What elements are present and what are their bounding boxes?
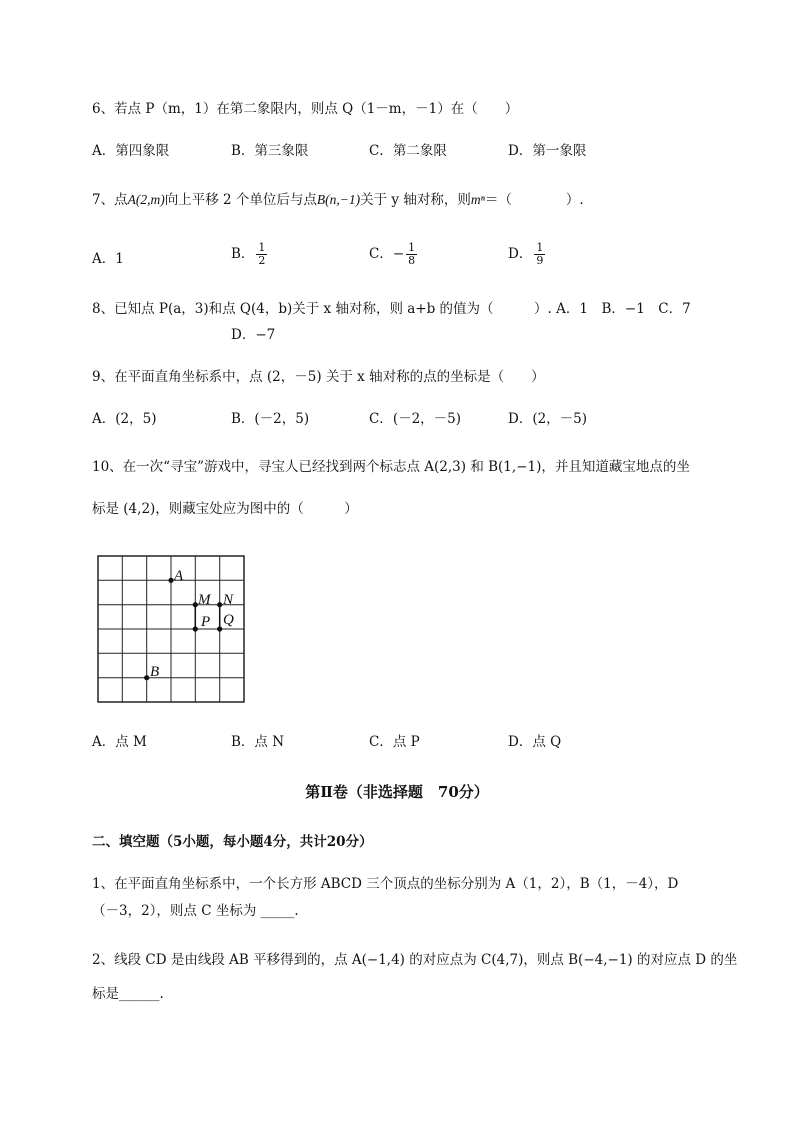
q7-point-b: B(n,−1) (316, 192, 361, 207)
fill2-line1: 2、线段 CD 是由线段 AB 平移得到的，点 A(−1,4) 的对应点为 C(4,7)，则点 B(−4,−1) 的对应点 D 的坐 (92, 952, 738, 968)
q7-option-b-fraction (256, 242, 267, 267)
point-q-label: Q (223, 612, 234, 628)
q10-stem-line2: 标是 (4,2)，则藏宝处应为图中的（ ） (92, 501, 358, 517)
point-a-label: A (174, 568, 184, 584)
q7-expression: mⁿ (470, 192, 485, 207)
q7-option-c-prefix: C．− (369, 246, 405, 262)
q7-option-d-denominator: 9 (536, 254, 544, 267)
q7-stem-part1: 7、点 (92, 192, 128, 208)
q7-option-d-numerator: 1 (536, 241, 544, 254)
q6-option-a: A．第四象限 (92, 143, 170, 159)
q8-stem: 8、已知点 P(a，3)和点 Q(4，b)关于 x 轴对称，则 a+b 的值为（ ）. A．1 B．−1 C．7 (92, 301, 691, 317)
q7-option-b-denominator: 2 (258, 254, 266, 267)
q10-option-d: D．点 Q (508, 734, 562, 750)
point-a-dot (168, 578, 173, 583)
q7-option-d (508, 242, 547, 267)
q7-stem (92, 191, 584, 209)
point-n-label: N (223, 592, 234, 608)
q7-stem-part2: 向上平移 2 个单位后与点 (164, 192, 317, 208)
q7-option-c-denominator: 8 (408, 254, 416, 267)
point-p-label: P (201, 614, 211, 630)
q10-stem-line1: 10、在一次“寻宝”游戏中，寻宝人已经找到两个标志点 A(2,3) 和 B(1,−1)，并且知道藏宝地点的坐 (92, 459, 690, 475)
q7-option-c-fraction (406, 242, 417, 267)
q7-option-c (369, 242, 419, 267)
q6-option-b: B．第三象限 (231, 143, 309, 159)
q6-stem: 6、若点 P（m，1）在第二象限内，则点 Q（1－m，－1）在（ ） (92, 101, 519, 117)
point-m-label: M (198, 592, 211, 608)
section2-title: 第Ⅱ卷（非选择题 70分） (305, 783, 489, 801)
q7-option-d-prefix: D． (508, 246, 533, 262)
q7-option-b-numerator: 1 (258, 241, 266, 254)
q10-option-b: B．点 N (231, 734, 285, 750)
q10-option-a: A．点 M (92, 734, 147, 750)
q7-point-a: A(2,m) (127, 192, 165, 207)
q9-stem: 9、在平面直角坐标系中，点 (2，－5) 关于 x 轴对称的点的坐标是（ ） (92, 369, 545, 385)
q7-option-b-prefix: B． (231, 246, 255, 262)
q7-stem-part3: 关于 y 轴对称，则 (360, 192, 471, 208)
fill2-line2: 标是______. (92, 986, 164, 1002)
q7-option-c-numerator: 1 (408, 241, 416, 254)
treasure-grid-figure (96, 554, 248, 706)
q7-option-b (231, 242, 269, 267)
q9-option-c: C．(－2，－5) (369, 411, 462, 427)
q10-option-c: C．点 P (369, 734, 420, 750)
fill1-line1: 1、在平面直角坐标系中，一个长方形 ABCD 三个顶点的坐标分别为 A（1，2），B（1，－4），D (92, 876, 679, 892)
q8-option-d: D．−7 (231, 327, 276, 343)
q6-option-d: D．第一象限 (508, 143, 587, 159)
q7-option-d-fraction (534, 242, 545, 267)
fill1-line2: （－3，2），则点 C 坐标为 _____. (92, 903, 299, 919)
q6-option-c: C．第二象限 (369, 143, 447, 159)
point-b-dot (144, 675, 149, 680)
q7-stem-part4: ＝（ ）. (484, 192, 584, 208)
section2-subtitle: 二、填空题（5小题，每小题4分，共计20分） (92, 834, 373, 850)
q9-option-b: B．(－2，5) (231, 411, 310, 427)
q7-option-a: A．1 (92, 251, 124, 267)
q9-option-a: A．(2，5) (92, 411, 157, 427)
point-b-label: B (150, 664, 160, 680)
q9-option-d: D．(2，－5) (508, 411, 588, 427)
